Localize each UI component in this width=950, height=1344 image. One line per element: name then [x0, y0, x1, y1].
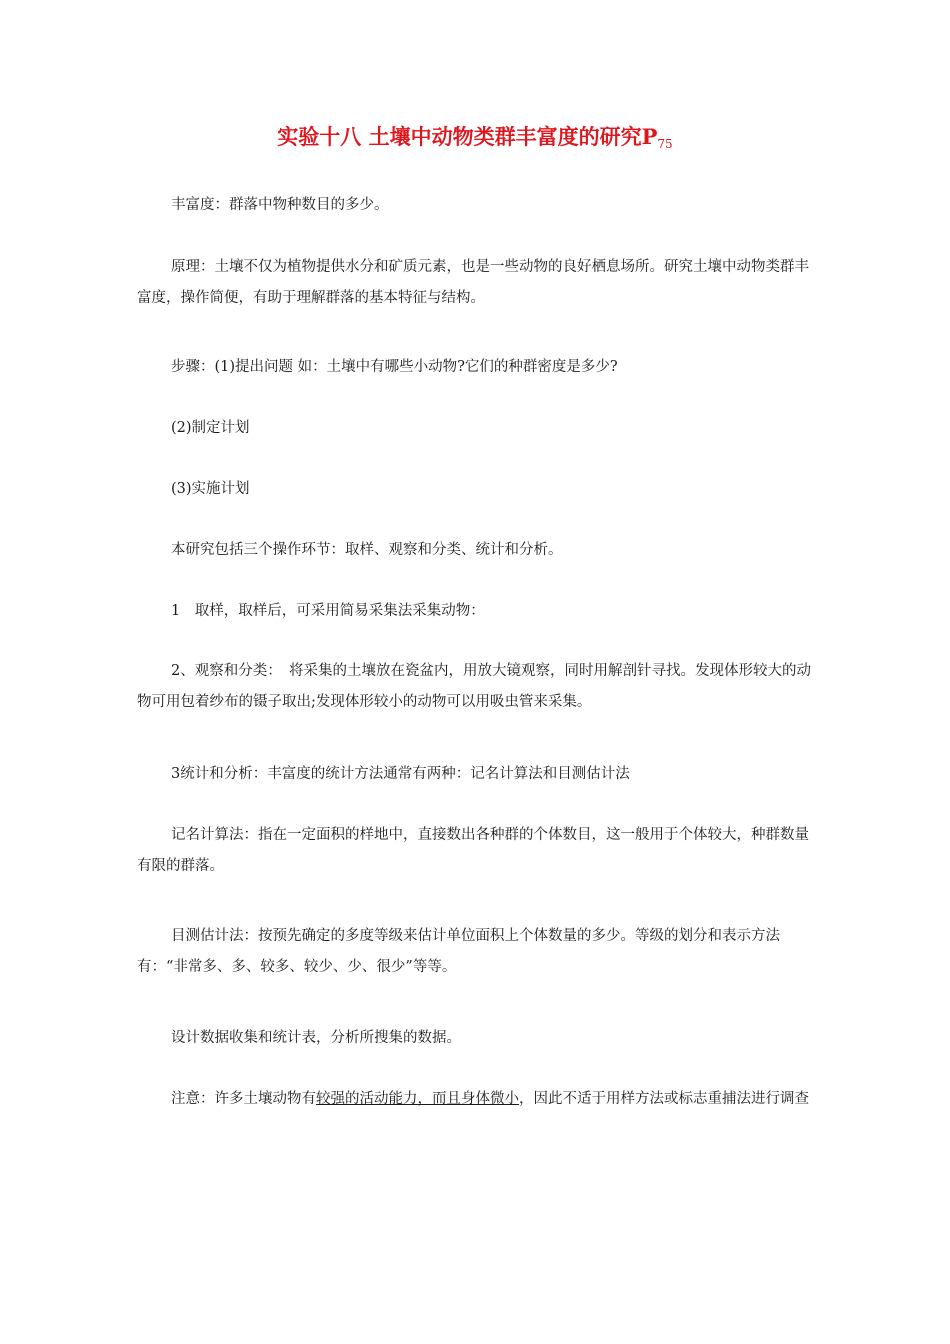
- note-suffix: ，因此不适于用样方法或标志重捕法进行调查: [519, 1091, 809, 1107]
- paragraph-overview: 本研究包括三个操作环节：取样、观察和分类、统计和分析。: [171, 542, 563, 558]
- paragraph-estimation-method: 目测估计法：按预先确定的多度等级来估计单位面积上个体数量的多少。等级的划分和表示方法有：“非常多、多、较多、较少、少、很少”等等。: [137, 928, 780, 975]
- paragraph-step-2: (2)制定计划: [171, 420, 250, 436]
- paragraph-richness-definition: 丰富度：群落中物种数目的多少。: [171, 197, 389, 213]
- paragraph-step-3: (3)实施计划: [171, 481, 250, 497]
- title-main: 实验十八 土壤中动物类群丰富度的研究P: [277, 124, 658, 149]
- paragraph-note: [137, 1084, 817, 1115]
- document-title: [0, 122, 950, 159]
- paragraph-principle: 原理：土壤不仅为植物提供水分和矿质元素，也是一些动物的良好栖息场所。研究土壤中动物类群丰富度，操作简便，有助于理解群落的基本特征与结构。: [137, 259, 809, 306]
- note-underlined: 较强的活动能力，而且身体微小: [316, 1091, 519, 1107]
- paragraph-statistics: 3统计和分析：丰富度的统计方法通常有两种：记名计算法和目测估计法: [171, 766, 630, 782]
- paragraph-counting-method: 记名计算法：指在一定面积的样地中，直接数出各种群的个体数目，这一般用于个体较大，种群数量有限的群落。: [137, 827, 809, 874]
- paragraph-observation: 2、观察和分类： 将采集的土壤放在瓷盆内，用放大镜观察，同时用解剖针寻找。发现体形较大的动物可用包着纱布的镊子取出;发现体形较小的动物可以用吸虫管来采集。: [137, 663, 811, 710]
- title-subscript: 75: [657, 137, 673, 151]
- paragraph-step-1: 步骤：(1)提出问题 如：土壤中有哪些小动物?它们的种群密度是多少?: [171, 359, 618, 375]
- paragraph-sampling: 1 取样，取样后，可采用简易采集法采集动物：: [171, 603, 485, 619]
- paragraph-data-table: 设计数据收集和统计表，分析所搜集的数据。: [171, 1030, 461, 1046]
- note-prefix: 注意：许多土壤动物有: [171, 1091, 316, 1107]
